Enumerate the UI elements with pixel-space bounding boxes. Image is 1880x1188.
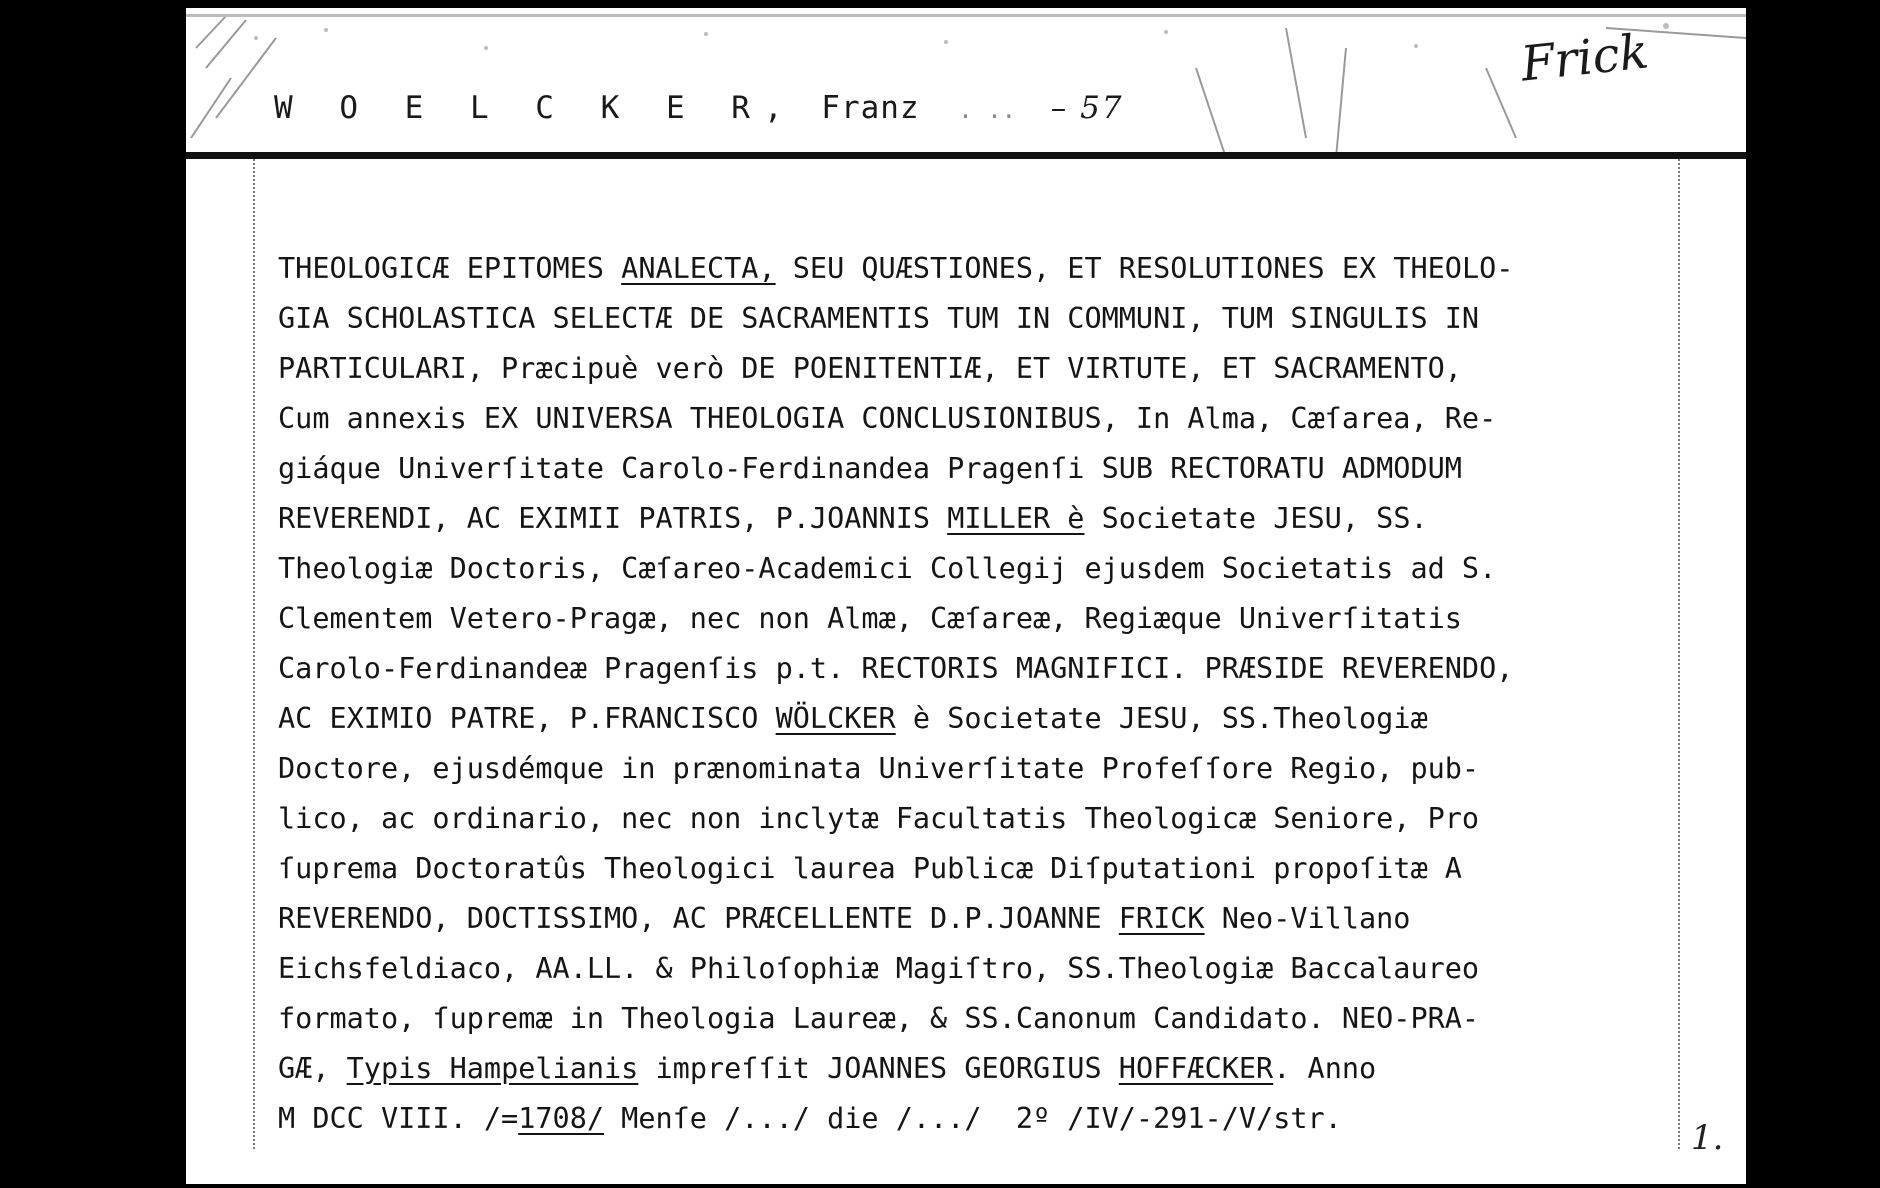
- faint-mark: . ..: [958, 96, 1017, 124]
- author-firstname: Franz: [821, 90, 920, 126]
- underlined-text: FRICK: [1118, 902, 1205, 935]
- text-line: [278, 1094, 1698, 1144]
- text-segment: GÆ,: [278, 1052, 347, 1085]
- text-segment: Carolo-Ferdinandeæ Pragenſis p.t. RECTORIS MAGNIFICI. PRÆSIDE REVERENDO,: [278, 652, 1514, 685]
- handwritten-note: Frick: [1518, 23, 1652, 93]
- text-segment: Cum annexis EX UNIVERSA THEOLOGIA CONCLUSIONIBUS, In Alma, Cæſarea, Re-: [278, 402, 1497, 435]
- bibliographic-entry: [278, 244, 1698, 1144]
- text-segment: impreſſit JOANNES GEORGIUS: [638, 1052, 1119, 1085]
- text-segment: Doctore, ejusdémque in prænominata Univerſitate Profeſſore Regio, pub-: [278, 752, 1480, 785]
- text-segment: PARTICULARI, Præcipuè verò DE POENITENTIÆ, ET VIRTUTE, ET SACRAMENTO,: [278, 352, 1462, 385]
- text-segment: Theologiæ Doctoris, Cæſareo-Academici Collegij ejusdem Societatis ad S.: [278, 552, 1497, 585]
- underlined-text: ANALECTA,: [621, 252, 776, 285]
- text-line: [278, 994, 1698, 1044]
- text-segment: Menſe /.../ die /.../ 2º /IV/-291-/V/str.: [604, 1102, 1342, 1135]
- text-segment: formato, ſupremæ in Theologia Laureæ, & SS.Canonum Candidato. NEO-PRA-: [278, 1002, 1480, 1035]
- text-line: [278, 644, 1698, 694]
- text-segment: AC EXIMIO PATRE, P.FRANCISCO: [278, 702, 776, 735]
- corner-note: 1.: [1691, 1118, 1724, 1158]
- text-segment: REVERENDI, AC EXIMII PATRIS, P.JOANNIS: [278, 502, 948, 535]
- text-line: [278, 594, 1698, 644]
- text-line: [278, 844, 1698, 894]
- author-surname: W O E L C K E R,: [274, 90, 797, 126]
- underlined-text: 1708/: [518, 1102, 605, 1135]
- text-line: [278, 694, 1698, 744]
- text-line: [278, 894, 1698, 944]
- text-segment: GIA SCHOLASTICA SELECTÆ DE SACRAMENTIS TUM IN COMMUNI, TUM SINGULIS IN: [278, 302, 1480, 335]
- author-name: [274, 90, 1124, 126]
- text-segment: Eichsfeldiaco, AA.LL. & Philoſophiæ Magiſtro, SS.Theologiæ Baccalaureo: [278, 952, 1480, 985]
- text-segment: Clementem Vetero-Pragæ, nec non Almæ, Cæſareæ, Regiæque Univerſitatis: [278, 602, 1462, 635]
- underlined-text: HOFFÆCKER: [1118, 1052, 1274, 1085]
- text-segment: . Anno: [1273, 1052, 1377, 1085]
- text-segment: THEOLOGICÆ EPITOMES: [278, 252, 622, 285]
- underlined-text: WÖLCKER: [775, 702, 896, 735]
- text-line: [278, 244, 1698, 294]
- text-line: [278, 794, 1698, 844]
- text-segment: REVERENDO, DOCTISSIMO, AC PRÆCELLENTE D.P.JOANNE: [278, 902, 1119, 935]
- text-segment: SEU QUÆSTIONES, ET RESOLUTIONES EX THEOLO-: [775, 252, 1514, 285]
- text-line: [278, 344, 1698, 394]
- text-segment: ſuprema Doctoratûs Theologici laurea Publicæ Diſputationi propoſitæ A: [278, 852, 1462, 885]
- text-line: [278, 944, 1698, 994]
- left-margin-line: [253, 159, 255, 1149]
- text-segment: M DCC VIII. /=: [278, 1102, 519, 1135]
- text-line: [278, 544, 1698, 594]
- text-line: [278, 494, 1698, 544]
- header-speckle-decoration: [186, 8, 1746, 152]
- text-segment: giáque Univerſitate Carolo-Ferdinandea Pragenſi SUB RECTORATU ADMODUM: [278, 452, 1462, 485]
- card-header: [186, 8, 1746, 152]
- text-line: [278, 294, 1698, 344]
- catalog-card: [186, 8, 1746, 1184]
- text-segment: Societate JESU, SS.: [1084, 502, 1428, 535]
- text-segment: lico, ac ordinario, nec non inclytæ Facultatis Theologicæ Seniore, Pro: [278, 802, 1480, 835]
- text-line: [278, 744, 1698, 794]
- text-segment: è Societate JESU, SS.Theologiæ: [895, 702, 1428, 735]
- card-number: – 57: [1050, 90, 1124, 126]
- underlined-text: MILLER è: [947, 502, 1085, 535]
- text-line: [278, 394, 1698, 444]
- text-segment: Neo-Villano: [1204, 902, 1411, 935]
- text-line: [278, 1044, 1698, 1094]
- header-rule: [186, 152, 1746, 159]
- text-line: [278, 444, 1698, 494]
- underlined-text: Typis Hampelianis: [346, 1052, 639, 1085]
